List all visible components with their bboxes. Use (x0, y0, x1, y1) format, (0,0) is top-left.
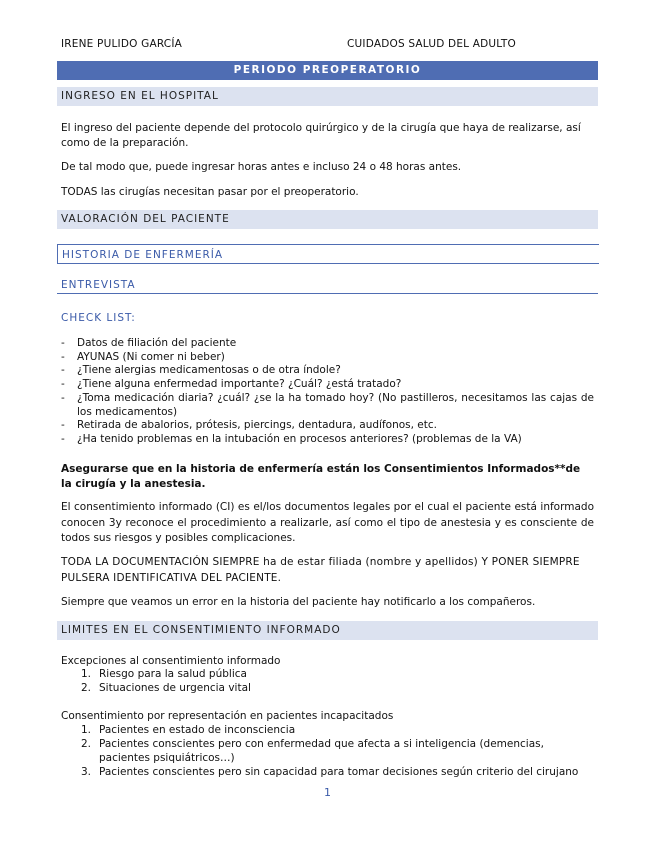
list-item: - ¿Ha tenido problemas en la intubación en procesos anteriores? (problemas de la VA) (61, 433, 594, 447)
exceptions-title: Excepciones al consentimiento informado (61, 655, 281, 667)
header-course: CUIDADOS SALUD DEL ADULTO (347, 38, 516, 50)
list-item: 2. Pacientes conscientes pero con enfermedad que afecta a si inteligencia (demencias, pacientes psiquiátricos…) (81, 738, 544, 764)
page-number: 1 (324, 786, 331, 799)
heading-historia-enfermeria: HISTORIA DE ENFERMERÍA (57, 244, 599, 264)
list-item: 3. Pacientes conscientes pero sin capacidad para tomar decisiones según criterio del cirujano (81, 766, 579, 778)
section-banner: PERIODO PREOPERATORIO (57, 61, 598, 80)
header-author: IRENE PULIDO GARCÍA (61, 38, 183, 50)
paragraph-ingreso-2: De tal modo que, puede ingresar horas antes e incluso 24 o 48 horas antes. (61, 161, 462, 173)
representation-title: Consentimiento por representación en pacientes incapacitados (61, 710, 394, 722)
list-item: 2. Situaciones de urgencia vital (81, 682, 251, 694)
bold-note: Asegurarse que en la historia de enfermería están los Consentimientos Informados**de la cirugía y la anestesia. (61, 463, 581, 490)
paragraph-documentation: TODA LA DOCUMENTACIÓN SIEMPRE ha de estar filiada (nombre y apellidos) Y PONER SIEMPRE PULSERA IDENTIFICATIVA DEL PACIENTE. (61, 556, 580, 584)
checklist (61, 337, 594, 447)
list-item: 1. Pacientes en estado de inconsciencia (81, 724, 296, 736)
list-item: - ¿Tiene alguna enfermedad importante? ¿Cuál? ¿está tratado? (61, 378, 594, 392)
paragraph-ingreso-1: El ingreso del paciente depende del protocolo quirúrgico y de la cirugía que haya de realizarse, así como de la preparación. (61, 122, 581, 149)
list-item: - Datos de filiación del paciente (61, 337, 594, 351)
heading-entrevista: ENTREVISTA (57, 279, 598, 294)
list-item: - ¿Tiene alergias medicamentosas o de otra índole? (61, 364, 594, 378)
representation-list (61, 723, 594, 779)
list-item: - AYUNAS (Ni comer ni beber) (61, 351, 594, 365)
heading-limites: LIMITES EN EL CONSENTIMIENTO INFORMADO (57, 621, 598, 640)
paragraph-ingreso-3: TODAS las cirugías necesitan pasar por el preoperatorio. (61, 186, 359, 198)
heading-valoracion: VALORACIÓN DEL PACIENTE (57, 210, 598, 229)
checklist-title: CHECK LIST: (61, 312, 136, 324)
list-item: - ¿Toma medicación diaria? ¿cuál? ¿se la ha tomado hoy? (No pastilleros, necesitamos las cajas de los medicamentos) (61, 392, 594, 419)
paragraph-error: Siempre que veamos un error en la historia del paciente hay notificarlo a los compañeros. (61, 596, 536, 608)
exceptions-list (61, 667, 594, 695)
list-item: 1. Riesgo para la salud pública (81, 668, 247, 680)
heading-ingreso: INGRESO EN EL HOSPITAL (57, 87, 598, 106)
list-item: - Retirada de abalorios, prótesis, piercings, dentadura, audífonos, etc. (61, 419, 594, 433)
paragraph-consent: El consentimiento informado (CI) es el/los documentos legales por el cual el paciente está informado conocen 3y reconoce el procedimiento a realizarle, así como el tipo de anestesia y es consciente de todos sus riesgos y posibles complicaciones. (61, 501, 594, 544)
